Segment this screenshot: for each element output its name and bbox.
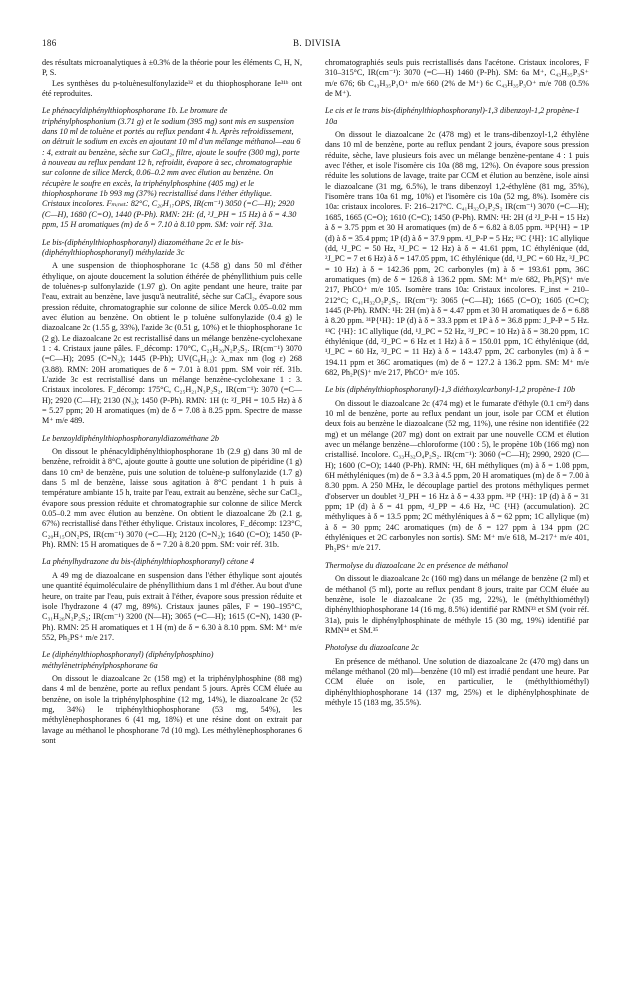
right-column [325, 58, 589, 988]
page-number: 186 [42, 38, 57, 48]
running-author: B. DIVISIA [293, 38, 341, 48]
section-heading: Le bis-(diphénylthiophosphoranyl) diazométhane 2c et le bis-(diphénylthiophosphoranyl) méthylazide 3c [42, 237, 244, 257]
body-paragraph: On dissout le diazoalcane 2c (474 mg) et le fumarate d'éthyle (0.1 cm³) dans 10 ml de benzène, porte au reflux pendant un jour, isole par CCM et élution deux fois au benzène le diazoalcane (52 mg, 11%), une résine non identifiée (22 mg) et un mélange (207 mg) dont on extrait par une nouvelle CCM et élution avec un mélange benzène—chloroforme (100 : 5), le propène 10b (166 mg) non cristallisé. Incolore. C₃₃H₃₂O₄P₂S₂. IR(cm⁻¹): 3060 (=C—H); 2990, 2920 (C—H); 1600 (C=O); 1440 (P-Ph). RMN: ¹H, 6H méthyliques (m) à δ = 1.08 ppm, 6H méthyléniques (m) de δ = 3.3 à 4.5 ppm, 20 H aromatiques (m) de δ = 7.00 à 8.30 ppm. A 250 MHz, le découplage partiel des protons méthyliques permet d'observer un doublet ²J_PH = 16 Hz à δ = 4.33 ppm. ³¹P {¹H}: 1P (d) à δ = 31 ppm; 1P (d) à δ = 41 ppm, ⁴J_PP = 4.6 Hz, ¹³C {¹H} (accumulation). 2C méthyliques à δ = 13.5 ppm; 2C méthyléniques à δ = 62 ppm; 1C allylique (m) à δ = 30 ppm; 24C aromatiques (m) de δ = 127 ppm à 134 ppm (2C éthyléniques et 2C carbonyles non sortis). SM: M⁺ m/e 618, M–217⁺ m/e 401, Ph₂PS⁺ m/e 217. [325, 398, 589, 553]
section-heading: La phénylhydrazone du bis-(diphénylthiophosphoranyl) cétone 4 [42, 557, 255, 567]
body-paragraph: On dissout le phénacyldiphénylthiophosphorane 1b (2.9 g) dans 30 ml de benzène, refroidit à 8°C, ajoute goutte à goutte une solution de pipéridine (1 g) dans 10 cm³ de benzène, puis une solution de toluène-p sulfonylazide (1.7 g) dans 5 ml de benzène, laisse sous agitation à 8°C pendant 1 h puis à température ambiante 15 h, traite par l'eau, extrait au benzène, sèche sur CaCl₂, évapore sous pression réduite et chromatographie sur colonne de silice Merck 0.05–0.2 mm avec élution au benzène. On obtient le diazoalcane 2b (2.1 g, 67%) recristallisé dans l'éther éthylique. Cristaux incolores, F_décomp: 123°C, C₂₀H₁₅ON₂PS, IR(cm⁻¹) 3070 (=C—H); 2120 (C=N₂); 1640 (C=O); 1450 (P-Ph). RMN: 15 H aromatiques de δ = 7.20 à 8.20 ppm. SM: voir réf. 31b. [42, 447, 302, 550]
body-paragraph: En présence de méthanol. Une solution de diazoalcane 2c (470 mg) dans un mélange méthanol (20 ml)—benzène (10 ml) est irradié pendant une heure. Par CCM éluée on isole, en particulier, le (méthylthiométhyl) diphénylthiophosphorane 14 (137 mg, 25%) et le diphénylphosphinate de méthyle 15 (183 mg, 35.5%). [325, 656, 589, 707]
body-paragraph: des résultats microanalytiques à ±0.3% de la théorie pour les éléments C, H, N, P, S. [42, 58, 302, 78]
body-paragraph: A une suspension de thiophosphorane 1c (4.58 g) dans 50 ml d'éther éthylique, on ajoute doucement la solution éthérée de phényllithium puis celle de toluènes-p sulfonylazide (1.97 g). On agite pendant une heure, traite par l'eau, extrait au benzène, lave jusqu'à neutralité, sèche sur CaCl₂, évapore sous pression réduite, chromatographie sur colonne de silice Merck 0.05–0.02 mm avec élution au benzène. On obtient le p toluène sulfonylazide (0.4 g) le diazoalcane 2c (1.55 g, 33%), l'azide 3c (0.51 g, 10%) et le thiophosphorane 1c (2 g). Le diazoalcane 2c est recristallisé dans un mélange benzène-cyclohexane 1 : 4. Cristaux jaune pâles. F_décomp: 170°C, C₂₅H₂₀N₂P₂S₂. IR(cm⁻¹) 3070 (=C—H); 2095 (C=N₂); 1445 (P-Ph); UV(C₆H₁₂): λ_max nm (log ε) 268 (3.88). RMN: 20H aromatiques de δ = 7.01 à 8.01 ppm. SM voir réf. 31b. L'azide 3c est recristallisé dans un mélange benzène-cyclohexane 1 : 3. Cristaux incolores. F_décomp: 175°C, C₂₅H₂₁N₃P₂S₂, IR(cm⁻¹): 3070 (=C—H); 2920 (C—H); 2130 (N₃); 1450 (P-Ph). RMN: 1H (t: ²J_PH = 10.5 Hz) à δ = 5.27 ppm; 20 H aromatiques (m) de δ = 7.08 à 8.25 ppm. Spectre de masse M⁺ m/e 489. [42, 261, 302, 426]
section-heading: Le cis et le trans bis-(diphénylthiophosphoranyl)-1,3 dibenzoyl-1,2 propène-1 10a [325, 106, 580, 126]
body-paragraph: On dissout le diazoalcane 2c (158 mg) et la triphénylphosphine (88 mg) dans 4 ml de benzène, porte au reflux pendant 5 jours. Après CCM éluée au benzène, on isole la triphénylphosphine (12 mg, 14%), le diazoalcane 2c (52 mg, 34%) le triphénylthiophosphorane (53 mg, 54%), les méthylènephosphoranes 6 (41 mg, 18%) et une résine dont on extrait par lavage au méthanol le phosphorane 7d (10 mg). Les méthylènephosphoranes 6 sont [42, 673, 302, 745]
body-paragraph: On dissout le diazoalcane 2c (160 mg) dans un mélange de benzène (2 ml) et de méthanol (5 ml), porte au reflux pendant 8 jours, traite par CCM éluée au benzène, isole le diazoalcane 2c (35 mg, 22%), le (méthylthiométhyl) diphénylthiophosphorane 14 (16 mg, 8.5%) identifié par RMN³³ et SM (voir réf. 31a), puis le diphénylphosphinate de méthyle 15 (30 mg, 19%) identifié par RMN³⁴ et SM.³⁵ [325, 574, 589, 635]
section-heading: Le benzoyldiphénylthiophosphoranyldiazométhane 2b [42, 433, 219, 443]
section-heading: Photolyse du diazoalcane 2c [325, 643, 419, 653]
body-paragraph: Les synthèses du p-toluènesulfonylazide³² et du thiophosphorane Ie³¹ᵇ ont été reproduites. [42, 78, 302, 99]
body-paragraph: A 49 mg de diazoalcane en suspension dans l'éther éthylique sont ajoutés une quantité équimoléculaire de phényllithium dans 1 ml d'éther. Au bout d'une heure, on traite par l'eau, puis extrait à l'éther, évapore sous pression réduite et isole l'hydrazone 4 (47 mg, 89%). Cristaux jaunes pâles, F = 190–195°C, C₃₁H₂₆N₂P₂S₂; IR(cm⁻¹) 3200 (N—H); 3065 (=C—H); 1615 (C=N), 1430 (P-Ph). RMN: 25 H aromatiques et 1 H (m) de δ = 6.30 à 8.10 ppm. SM: M⁺ m/e 552, Ph₂PS⁺ m/e 217. [42, 570, 302, 642]
left-column [42, 58, 302, 988]
section-heading: Thermolyse du diazoalcane 2c en présence de méthanol [325, 560, 509, 570]
running-header [42, 38, 592, 52]
section-heading: Le (diphénylthiophosphoranyl) (diphénylphosphino) méthylènetriphénylphosphorane 6a [42, 650, 214, 670]
section-heading: Le bis (diphénylthiophosphoranyl)-1,3 diéthoxylcarbonyl-1,2 propène-1 10b [325, 385, 576, 395]
section-heading: Le phénacyldiphénylthiophosphorane 1b. Le bromure de triphénylphosphonium (3.71 g) et le sodium (395 mg) sont mis en suspension dans 10 ml de toluène et portés au reflux pendant 4 h. Après refroidissement, on détruit le sodium en excès en ajoutant 10 ml d'un mélange méthanol—eau 6 : 4, extrait au benzène, sèche sur CaCl₂, filtre, ajoute le soufre (300 mg), porte à nouveau au reflux pendant 12 h, refroidit, évapore à sec, chromatographie sur colonne de silice Merck, 0.06–0.2 mm avec élution au benzène. On récupère le soufre en excès, la triphénylphosphine (405 mg) et le thiophosphorane 1b 993 mg (37%) recristallisé dans l'éther éthylique. Cristaux incolores. Fₘᵢₙₛₜ: 82°C, C₂₀H₁₇OPS, IR(cm⁻¹) 3050 (=C—H); 2920 (C—H), 1680 (C=O), 1440 (P-Ph). RMN: 2H: (d, ²J_PH = 15 Hz) à δ = 4.30 ppm, 15 H aromatiques (m) de δ = 7.10 à 8.10 ppm. SM: voir réf. 31a. [42, 106, 301, 230]
body-paragraph: chromatographiés seuls puis recristallisés dans l'acétone. Cristaux incolores, F 310–315°C, IR(cm⁻¹): 3070 (=C—H) 1460 (P-Ph). SM: 6a M⁺, C₄₃H₃₅P₃S⁺ m/e 676; 6b C₄₃H₃₅P₃O⁺ m/e 660 (2% de M⁺) 6c C₄₃H₃₅P₃O⁺ m/e 708 (0.5% de M⁺). [325, 58, 589, 99]
body-paragraph: On dissout le diazoalcane 2c (478 mg) et le trans-dibenzoyl-1,2 éthylène dans 10 ml de benzène, porte au reflux pendant 2 jours, évapore sous pression réduite, sèche, lave plusieurs fois avec un mélange benzène-pentane 4 : 1 puis avec l'éther, et isole l'isomère cis 10a (88 mg, 12%). On évapore sous pression réduite les solutions de lavage, traite par CCM et élution au benzène, isole ainsi le diazoalcane (31 mg, 6.5%), le trans dibenzoyl 1,2-éthylène (81 mg, 35%), l'isomère trans 10a 61 mg, 10%) et l'isomère cis 10a (52 mg, 8%). Isomère cis 10a: cristaux incolores. F: 216–217°C. C₄₁H₃₂O₂P₂S₂ IR(cm⁻¹) 3070 (=C—H); 1685, 1665 (C=O); 1610 (C=C); 1450 (P-Ph). RMN: ¹H: 2H (d ²J_P-H = 15 Hz) à δ = 3.75 ppm et 30 H aromatiques (m) de δ = 6.82 à 8.05 ppm. ³¹P{¹H} = 1P (d) à δ = 35.4 ppm; 1P (d) à δ = 37.9 ppm. ⁴J_P-P = 5 Hz; ¹³C {¹H}: 1C allylique (dd, ¹J_PC = 50 Hz, ³J_PC = 12 Hz) à δ = 41.61 ppm, 1C éthylénique (dd, ²J_PC = 7 et 6 Hz) à δ = 147.05 ppm, 1C éthylénique (dd, ¹J_PC = 60 Hz, ³J_PC = 10 Hz) à δ = 142.36 ppm, 2C carbonyles (m) à δ = 193.61 ppm, 36C aromatiques (m) de δ = 126.8 à 136.2 ppm. SM: M⁺ m/e 682, Ph₂P(S)⁺ m/e 217, PhCO⁺ m/e 105. Isomère trans 10a: Cristaux incolores. F_inst = 210–212°C; C₄₁H₃₂O₂P₂S₂. IR(cm⁻¹): 3065 (=C—H); 1665 (C=O); 1605 (C=C); 1445 (P-Ph). RMN: ¹H: 2H (m) à δ = 4.47 ppm et 30 H aromatiques de δ = 6.88 à 8.20 ppm. ³¹P{¹H}: 1P (d) à δ = 33.3 ppm et 1P à δ = 36.8 ppm: J_P-P = 5 Hz. ¹³C {¹H}: 1C allylique (dd, ¹J_PC = 52 Hz, ³J_PC = 10 Hz) à δ = 38.20 ppm, 1C éthylénique (dd, ²J_PC = 6 Hz et 1 Hz) à δ = 150.01 ppm, 1C éthylénique (dd, ¹J_PC = 60 Hz, ³J_PC = 11 Hz) à δ = 143.47 ppm, 2C carbonyles (m) à δ = 194.11 ppm et 36C aromatiques (m) de δ = 127.2 à 136.2 ppm. SM: M⁺ m/e 682, Ph₂P(S)⁺ m/e 217, PhCO⁺ m/e 105. [325, 130, 589, 377]
